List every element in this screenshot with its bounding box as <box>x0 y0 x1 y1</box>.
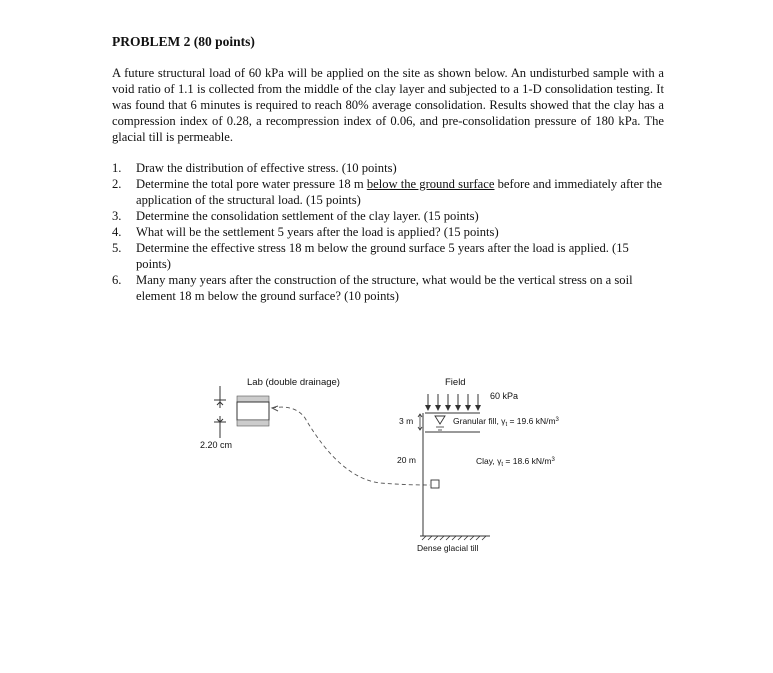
till-label: Dense glacial till <box>417 543 479 553</box>
sample-specimen <box>237 402 269 420</box>
question-list <box>112 160 664 304</box>
problem-statement: A future structural load of 60 kPa will be applied on the site as shown below. An undisturbed sample with a void ratio of 1.1 is collected from the middle of the clay layer and subjected to a 1-D consolidation testing. It was found that 6 minutes is required to reach 80% average consolidation. Results showed that the clay has a compression index of 0.28, a recompression index of 0.06, and pre-consolidation pressure of 180 kPa. The glacial till is permeable. <box>112 66 664 144</box>
question-item: 4. What will be the settlement 5 years after the load is applied? (15 points) <box>112 225 499 239</box>
arrowhead-icon <box>272 406 278 411</box>
load-arrows <box>428 394 478 410</box>
lab-sample <box>214 386 269 438</box>
soil-profile-figure <box>180 368 600 568</box>
problem-title: PROBLEM 2 (80 points) <box>112 34 255 49</box>
question-item: 1. Draw the distribution of effective stress. (10 points) <box>112 161 397 175</box>
clay-depth: 20 m <box>397 455 416 465</box>
question-item: 6. Many many years after the construction of the structure, what would be the vertical stress on a soil element 18 m below the ground surface? (10 points) <box>112 273 633 303</box>
till-hatching <box>422 536 486 540</box>
question-item: 2. Determine the total pore water pressure 18 m below the ground surface before and immediately after the application of the structural load. (15 points) <box>112 177 662 207</box>
lab-label: Lab (double drainage) <box>247 377 340 388</box>
question-item: 5. Determine the effective stress 18 m below the ground surface 5 years after the load is applied. (15 points) <box>112 241 629 271</box>
porous-stone-top <box>237 396 269 402</box>
soil-element <box>431 480 439 488</box>
clay-label: Clay, $\gamma_t = 18.6$ $kN/m^3$ <box>476 456 555 468</box>
fill-label: Granular fill, $\gamma_t = 19.6$ $kN/m^3$ <box>453 416 559 428</box>
porous-stone-bottom <box>237 420 269 426</box>
sample-height-label: 2.20 cm <box>200 440 233 450</box>
fill-depth: 3 m <box>399 416 414 426</box>
question-item: 3. Determine the consolidation settlement of the clay layer. (15 points) <box>112 209 479 223</box>
field-label: Field <box>445 377 466 388</box>
water-table-icon <box>435 416 445 430</box>
load-value: 60 kPa <box>490 391 519 401</box>
underlined-text: below the ground surface <box>366 177 495 191</box>
